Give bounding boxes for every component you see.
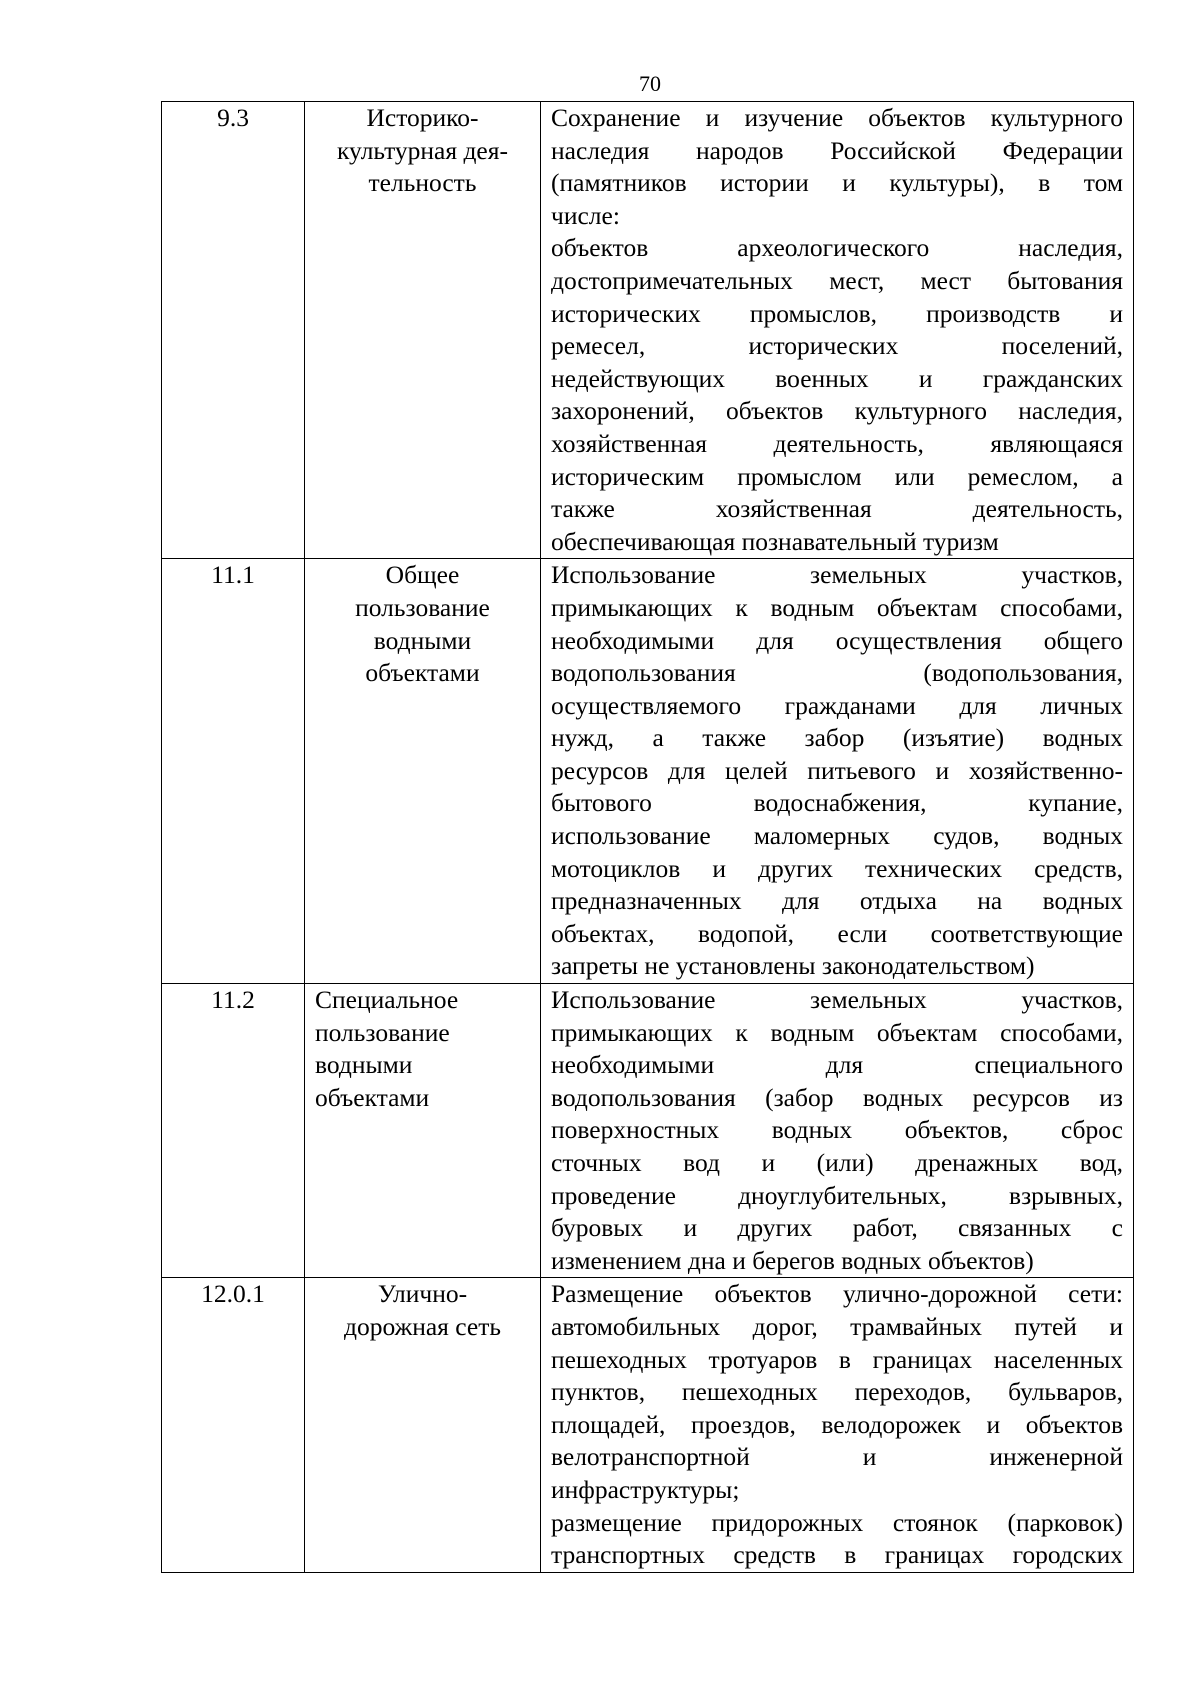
row-name	[305, 102, 541, 559]
row-description-line: Размещение объектов улично-дорожной сети:	[551, 1279, 1123, 1309]
row-description-line: велотранспортной и инженерной	[551, 1442, 1123, 1472]
row-description-line: объектов археологического наследия,	[551, 233, 1123, 263]
row-description-line: размещение придорожных стоянок (парковок)	[551, 1507, 1123, 1537]
row-description-line: наследия народов Российской Федерации	[551, 135, 1123, 165]
row-code: 12.0.1	[162, 1278, 305, 1572]
row-code: 11.2	[162, 984, 305, 1278]
row-description-line: инфраструктуры;	[551, 1474, 740, 1504]
row-description-line: пунктов, пешеходных переходов, бульваров,	[551, 1377, 1123, 1407]
row-name	[305, 1278, 541, 1572]
row-description-line: примыкающих к водным объектам способами,	[551, 592, 1123, 622]
row-description-line: автомобильных дорог, трамвайных путей и	[551, 1311, 1123, 1341]
row-name-line: тельность	[368, 168, 477, 198]
row-description-line: изменением дна и берегов водных объектов)	[551, 1245, 1034, 1275]
row-description-line: буровых и других работ, связанных с	[551, 1213, 1123, 1243]
row-name-line: Улично-	[377, 1279, 468, 1309]
row-description-line: запреты не установлены законодательством)	[551, 951, 1035, 981]
row-code: 9.3	[162, 102, 305, 559]
table-row	[162, 559, 1134, 984]
row-name-line: пользование	[315, 1017, 450, 1047]
row-description-line: водопользования (забор водных ресурсов из	[551, 1082, 1123, 1112]
page-number: 70	[639, 71, 661, 96]
row-description	[541, 984, 1134, 1278]
table-body	[162, 102, 1134, 1573]
row-description-line: Использование земельных участков,	[551, 985, 1123, 1015]
row-description-line: числе:	[551, 200, 620, 230]
row-description-line: необходимыми для осуществления общего	[551, 625, 1123, 655]
row-description-line: объектах, водопой, если соответствующие	[551, 918, 1123, 948]
row-description	[541, 102, 1134, 559]
row-description-line: историческим промыслом или ремеслом, а	[551, 461, 1123, 491]
row-description-line: Использование земельных участков,	[551, 560, 1123, 590]
row-description-line: примыкающих к водным объектам способами,	[551, 1017, 1123, 1047]
row-description-line: (памятников истории и культуры), в том	[551, 168, 1123, 198]
row-description-line: ремесел, исторических поселений,	[551, 331, 1123, 361]
row-name-line: Общее	[385, 560, 460, 590]
row-name-line: Специальное	[315, 985, 459, 1015]
row-description-line: предназначенных для отдыха на водных	[551, 886, 1123, 916]
row-description-line: пешеходных тротуаров в границах населенных	[551, 1344, 1123, 1374]
row-description-line: недействующих военных и гражданских	[551, 363, 1123, 393]
row-description-line: обеспечивающая познавательный туризм	[551, 526, 999, 556]
row-description-line: необходимыми для специального	[551, 1050, 1123, 1080]
row-description-line: бытового водоснабжения, купание,	[551, 788, 1123, 818]
row-description-line: поверхностных водных объектов, сброс	[551, 1115, 1123, 1145]
row-description-line: транспортных средств в границах городских	[551, 1540, 1123, 1570]
table-row	[162, 1278, 1134, 1572]
row-description-line: осуществляемого гражданами для личных	[551, 690, 1123, 720]
row-description-line: мотоциклов и других технических средств,	[551, 853, 1123, 883]
row-description-line: захоронений, объектов культурного наследия,	[551, 396, 1123, 426]
row-name-line: водными	[373, 625, 472, 655]
row-description-line: проведение дноуглубительных, взрывных,	[551, 1180, 1123, 1210]
row-description-line: нужд, а также забор (изъятие) водных	[551, 723, 1123, 753]
table-row	[162, 984, 1134, 1278]
row-description	[541, 1278, 1134, 1572]
row-name-line: объектами	[365, 658, 480, 688]
row-name	[305, 559, 541, 984]
row-description-line: площадей, проездов, велодорожек и объектов	[551, 1409, 1123, 1439]
row-name-line: пользование	[355, 592, 490, 622]
row-name-line: объектами	[315, 1082, 430, 1112]
row-name-line: дорожная сеть	[344, 1311, 501, 1341]
row-description-line: водопользования (водопользования,	[551, 658, 1123, 688]
row-name-line: культурная дея-	[337, 135, 508, 165]
row-description-line: исторических промыслов, производств и	[551, 298, 1123, 328]
row-description-line: также хозяйственная деятельность,	[551, 494, 1123, 524]
row-description-line: достопримечательных мест, мест бытования	[551, 265, 1123, 295]
row-description-line: ресурсов для целей питьевого и хозяйственно-	[551, 755, 1123, 785]
row-name-line: Историко-	[366, 103, 479, 132]
row-description-line: хозяйственная деятельность, являющаяся	[551, 428, 1123, 458]
row-description-line: сточных вод и (или) дренажных вод,	[551, 1148, 1123, 1177]
land-use-table	[161, 101, 1134, 1573]
row-name-line: водными	[315, 1050, 413, 1080]
row-name	[305, 984, 541, 1278]
row-description-line: Сохранение и изучение объектов культурного	[551, 103, 1123, 132]
row-code: 11.1	[162, 559, 305, 984]
row-description-line: использование маломерных судов, водных	[551, 821, 1123, 851]
row-description	[541, 559, 1134, 984]
table-row	[162, 102, 1134, 559]
